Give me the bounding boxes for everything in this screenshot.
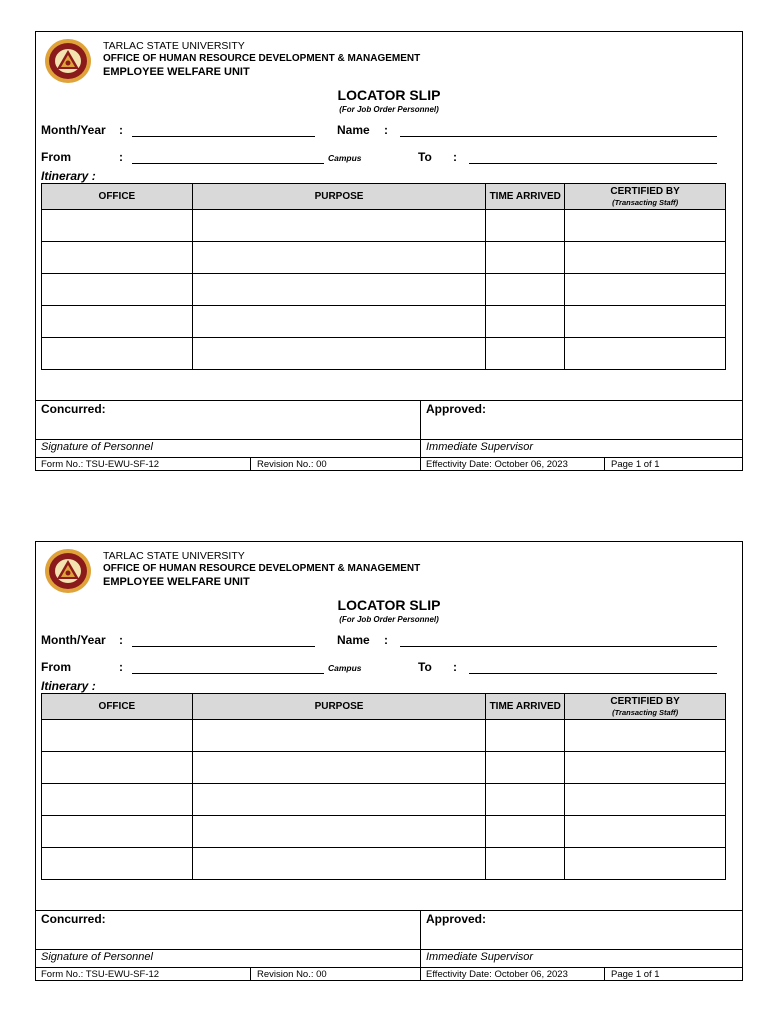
office-name: OFFICE OF HUMAN RESOURCE DEVELOPMENT & MANAGEMENT	[103, 563, 421, 574]
unit-name: EMPLOYEE WELFARE UNIT	[103, 66, 250, 78]
office-cell[interactable]	[42, 306, 193, 338]
table-row	[42, 720, 726, 752]
signature-area-top-border	[36, 400, 742, 401]
form-number: Form No.: TSU-EWU-SF-12	[41, 459, 160, 470]
time-cell[interactable]	[486, 274, 565, 306]
time-cell[interactable]	[486, 242, 565, 274]
certified-cell[interactable]	[565, 338, 726, 370]
approved-label: Approved:	[426, 402, 486, 416]
certified-cell[interactable]	[565, 816, 726, 848]
form-number: Form No.: TSU-EWU-SF-12	[41, 969, 160, 980]
purpose-cell[interactable]	[192, 752, 486, 784]
office-cell[interactable]	[42, 338, 193, 370]
campus-label: Campus	[328, 663, 362, 673]
footer-divider-2	[604, 457, 605, 470]
university-name: TARLAC STATE UNIVERSITY	[103, 550, 245, 562]
table-row	[42, 848, 726, 880]
unit-name: EMPLOYEE WELFARE UNIT	[103, 576, 250, 588]
university-name: TARLAC STATE UNIVERSITY	[103, 40, 245, 52]
certified-cell[interactable]	[565, 210, 726, 242]
time-cell[interactable]	[486, 338, 565, 370]
table-row	[42, 338, 726, 370]
certified-by-label: CERTIFIED BY	[610, 695, 680, 707]
certified-cell[interactable]	[565, 784, 726, 816]
month-year-field[interactable]	[132, 136, 315, 137]
concurred-label: Concurred:	[41, 402, 106, 416]
time-cell[interactable]	[486, 816, 565, 848]
purpose-cell[interactable]	[192, 848, 486, 880]
purpose-cell[interactable]	[192, 816, 486, 848]
month-year-label: Month/Year	[41, 123, 106, 137]
from-label: From	[41, 660, 71, 674]
table-row	[42, 274, 726, 306]
to-field[interactable]	[469, 163, 717, 164]
purpose-header: PURPOSE	[192, 694, 486, 720]
signature-of-personnel: Signature of Personnel	[41, 951, 153, 963]
time-cell[interactable]	[486, 210, 565, 242]
to-field[interactable]	[469, 673, 717, 674]
name-field[interactable]	[400, 646, 717, 647]
certified-by-header	[565, 184, 726, 210]
office-cell[interactable]	[42, 720, 193, 752]
certified-cell[interactable]	[565, 242, 726, 274]
signature-area-divider	[420, 910, 421, 980]
to-label: To	[418, 150, 432, 164]
immediate-supervisor: Immediate Supervisor	[426, 441, 533, 453]
from-field[interactable]	[132, 673, 324, 674]
certified-by-header	[565, 694, 726, 720]
time-cell[interactable]	[486, 752, 565, 784]
time-cell[interactable]	[486, 848, 565, 880]
name-field[interactable]	[400, 136, 717, 137]
itinerary-table	[41, 693, 726, 880]
signature-line	[36, 949, 742, 950]
table-header-row	[42, 184, 726, 210]
table-row	[42, 816, 726, 848]
time-cell[interactable]	[486, 306, 565, 338]
name-colon: :	[384, 633, 388, 647]
page-number: Page 1 of 1	[611, 459, 660, 470]
purpose-header: PURPOSE	[192, 184, 486, 210]
office-name: OFFICE OF HUMAN RESOURCE DEVELOPMENT & MANAGEMENT	[103, 53, 421, 64]
effectivity-date: Effectivity Date: October 06, 2023	[426, 969, 568, 980]
table-row	[42, 784, 726, 816]
table-row	[42, 242, 726, 274]
office-cell[interactable]	[42, 242, 193, 274]
transacting-staff-label: (Transacting Staff)	[612, 197, 679, 207]
signature-of-personnel: Signature of Personnel	[41, 441, 153, 453]
itinerary-table	[41, 183, 726, 370]
effectivity-date: Effectivity Date: October 06, 2023	[426, 459, 568, 470]
from-colon: :	[119, 660, 123, 674]
table-row	[42, 752, 726, 784]
footer-top-border	[36, 457, 742, 458]
certified-cell[interactable]	[565, 274, 726, 306]
itinerary-label: Itinerary :	[41, 679, 96, 693]
purpose-cell[interactable]	[192, 274, 486, 306]
footer-divider-2	[604, 967, 605, 980]
from-field[interactable]	[132, 163, 324, 164]
purpose-cell[interactable]	[192, 242, 486, 274]
certified-cell[interactable]	[565, 752, 726, 784]
university-seal-icon	[44, 548, 92, 594]
university-seal-icon	[44, 38, 92, 84]
to-colon: :	[453, 660, 457, 674]
month-year-colon: :	[119, 633, 123, 647]
from-colon: :	[119, 150, 123, 164]
signature-line	[36, 439, 742, 440]
certified-cell[interactable]	[565, 306, 726, 338]
locator-slip-top	[35, 31, 743, 471]
office-cell[interactable]	[42, 816, 193, 848]
office-cell[interactable]	[42, 848, 193, 880]
name-label: Name	[337, 123, 370, 137]
certified-by-label: CERTIFIED BY	[610, 185, 680, 197]
month-year-field[interactable]	[132, 646, 315, 647]
signature-area-divider	[420, 400, 421, 470]
approved-label: Approved:	[426, 912, 486, 926]
form-subtitle: (For Job Order Personnel)	[339, 615, 439, 624]
to-colon: :	[453, 150, 457, 164]
table-header-row	[42, 694, 726, 720]
office-cell[interactable]	[42, 274, 193, 306]
campus-label: Campus	[328, 153, 362, 163]
office-header: OFFICE	[42, 694, 193, 720]
immediate-supervisor: Immediate Supervisor	[426, 951, 533, 963]
office-cell[interactable]	[42, 752, 193, 784]
to-label: To	[418, 660, 432, 674]
office-cell[interactable]	[42, 784, 193, 816]
time-cell[interactable]	[486, 720, 565, 752]
from-label: From	[41, 150, 71, 164]
table-row	[42, 306, 726, 338]
time-arrived-header: TIME ARRIVED	[486, 184, 565, 210]
purpose-cell[interactable]	[192, 210, 486, 242]
form-title: LOCATOR SLIP	[337, 597, 441, 613]
form-subtitle: (For Job Order Personnel)	[339, 105, 439, 114]
revision-number: Revision No.: 00	[257, 459, 327, 470]
transacting-staff-label: (Transacting Staff)	[612, 707, 679, 717]
concurred-label: Concurred:	[41, 912, 106, 926]
purpose-cell[interactable]	[192, 784, 486, 816]
time-cell[interactable]	[486, 784, 565, 816]
footer-divider-1	[250, 457, 251, 470]
itinerary-label: Itinerary :	[41, 169, 96, 183]
footer-divider-1	[250, 967, 251, 980]
purpose-cell[interactable]	[192, 338, 486, 370]
signature-area-top-border	[36, 910, 742, 911]
office-header: OFFICE	[42, 184, 193, 210]
month-year-label: Month/Year	[41, 633, 106, 647]
certified-cell[interactable]	[565, 848, 726, 880]
office-cell[interactable]	[42, 210, 193, 242]
locator-slip-bottom	[35, 541, 743, 981]
revision-number: Revision No.: 00	[257, 969, 327, 980]
name-colon: :	[384, 123, 388, 137]
time-arrived-header: TIME ARRIVED	[486, 694, 565, 720]
purpose-cell[interactable]	[192, 720, 486, 752]
page-number: Page 1 of 1	[611, 969, 660, 980]
month-year-colon: :	[119, 123, 123, 137]
purpose-cell[interactable]	[192, 306, 486, 338]
form-title: LOCATOR SLIP	[337, 87, 441, 103]
footer-top-border	[36, 967, 742, 968]
name-label: Name	[337, 633, 370, 647]
table-row	[42, 210, 726, 242]
certified-cell[interactable]	[565, 720, 726, 752]
